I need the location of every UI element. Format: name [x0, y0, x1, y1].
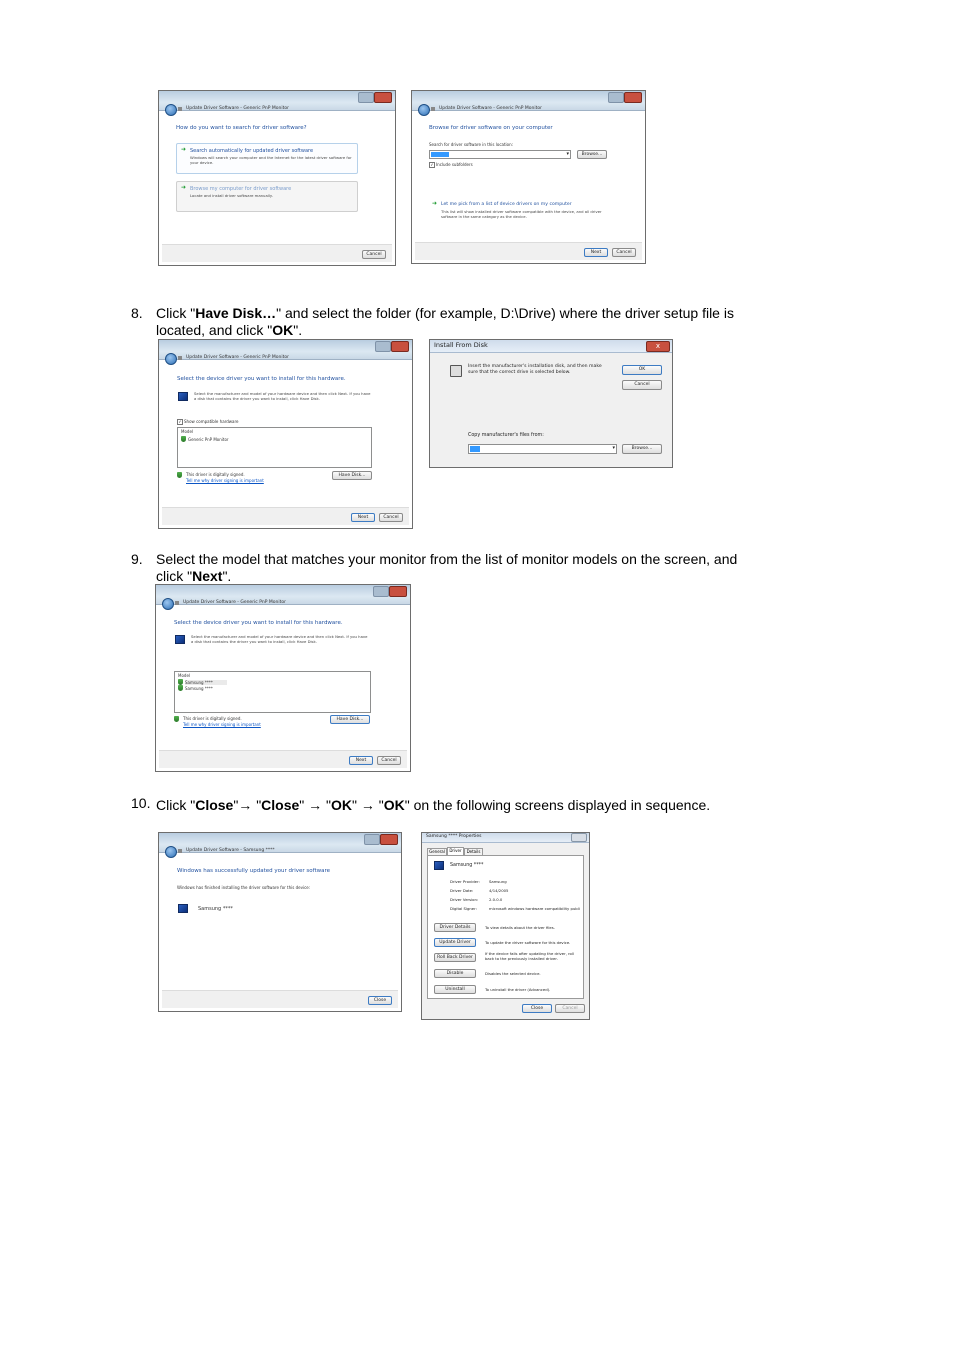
pick-from-list-description: This list will show installed driver software compatible with the device, and all driver software in the same category as the device. — [441, 209, 602, 219]
signer-value: microsoft windows hardware compatibility publi — [489, 906, 580, 911]
close-button[interactable]: Close — [368, 996, 392, 1005]
wizard-heading: How do you want to search for driver software? — [176, 125, 307, 131]
provider-label: Driver Provider: — [450, 879, 480, 884]
screenshot-update-driver-search — [158, 90, 396, 266]
dropdown-arrow-icon[interactable]: ▾ — [612, 445, 615, 451]
wizard-footer — [162, 244, 392, 262]
forward-arrow-icon — [178, 107, 182, 111]
shield-icon — [178, 685, 183, 691]
nav-title: Update Driver Software - Generic PnP Monitor — [186, 355, 289, 360]
cancel-button[interactable]: Cancel — [362, 250, 386, 259]
close-label: Close — [195, 797, 234, 813]
model-item[interactable]: Generic PnP Monitor — [188, 437, 229, 442]
provider-value: Samsung — [489, 879, 507, 884]
dialog-title-bar — [430, 340, 672, 353]
shield-icon — [177, 472, 182, 478]
option-title: Search automatically for updated driver software — [190, 148, 314, 154]
next-label: Next — [192, 568, 223, 584]
cancel-button[interactable]: Cancel — [377, 756, 401, 765]
model-list[interactable] — [177, 427, 372, 468]
monitor-icon — [175, 635, 185, 644]
search-location-label: Search for driver software in this location: — [429, 142, 513, 147]
signed-text: This driver is digitally signed. — [183, 716, 242, 721]
back-arrow-icon[interactable] — [165, 353, 177, 365]
wizard-content — [162, 116, 392, 262]
ok-label: OK — [272, 322, 294, 338]
cancel-button[interactable]: Cancel — [555, 1004, 585, 1013]
screenshot-select-device-driver — [158, 339, 413, 529]
cancel-button[interactable]: Cancel — [379, 513, 403, 522]
disk-icon — [450, 365, 462, 377]
disable-button[interactable]: Disable — [434, 969, 476, 978]
dialog-message: Insert the manufacturer's installation disk, and then make sure that the correct drive is selected below. — [468, 364, 602, 375]
monitor-icon — [178, 392, 188, 401]
driver-tab-panel — [427, 855, 584, 999]
show-compatible-label: Show compatible hardware — [184, 419, 239, 424]
device-name: Samsung **** — [450, 863, 484, 868]
back-arrow-icon[interactable] — [165, 846, 177, 858]
driver-details-button[interactable]: Driver Details — [434, 923, 476, 932]
option-title: Browse my computer for driver software — [190, 186, 292, 192]
show-compatible-checkbox[interactable]: ✓ — [178, 419, 182, 424]
roll-back-driver-button[interactable]: Roll Back Driver — [434, 953, 476, 962]
signer-label: Digital Signer: — [450, 906, 477, 911]
wizard-content — [162, 858, 398, 1008]
include-subfolders-checkbox[interactable]: ✓ — [430, 162, 434, 167]
have-disk-button[interactable]: Have Disk... — [332, 471, 372, 480]
browse-button[interactable]: Browse... — [577, 150, 607, 159]
wizard-content — [162, 365, 409, 525]
step-text — [156, 305, 741, 339]
screenshot-browse-for-driver — [411, 90, 646, 264]
step-text — [156, 797, 741, 814]
text: "→ " — [233, 797, 262, 813]
copy-files-label: Copy manufacturer's files from: — [468, 433, 544, 438]
nav-bar — [415, 102, 642, 116]
instructions-text: Select the manufacturer and model of your hardware device and then click Next. If you have a disk that contains the driver you want to install, click Have Disk. — [191, 634, 368, 644]
roll-back-driver-desc: If the device fails after updating the driver, roll back to the previously installed driver. — [485, 951, 574, 961]
next-button[interactable]: Next — [584, 248, 608, 257]
close-button[interactable]: Close — [522, 1004, 552, 1013]
nav-bar — [162, 102, 392, 116]
nav-bar — [162, 351, 409, 365]
driver-signing-link[interactable]: Tell me why driver signing is important — [183, 722, 261, 727]
finished-text: Windows has finished installing the driver software for this device: — [177, 885, 311, 890]
browse-button[interactable]: Browse... — [622, 444, 662, 454]
step-number: 10. — [131, 795, 151, 811]
screenshot-select-samsung-model — [155, 584, 411, 772]
have-disk-button[interactable]: Have Disk... — [330, 715, 370, 724]
monitor-icon — [178, 904, 188, 913]
dropdown-arrow-icon[interactable]: ▾ — [566, 151, 569, 157]
text: ". — [222, 568, 232, 584]
nav-title: Update Driver Software - Samsung **** — [186, 848, 275, 853]
dialog-title: Samsung **** Properties — [426, 834, 482, 839]
close-icon[interactable] — [571, 833, 587, 842]
ok-label: OK — [383, 797, 405, 813]
green-arrow-icon: ➜ — [181, 184, 187, 191]
close-label: Close — [261, 797, 300, 813]
date-value: 4/14/2005 — [489, 888, 509, 893]
model-item[interactable]: Samsung **** — [185, 686, 213, 691]
tab-driver[interactable]: Driver — [447, 847, 464, 856]
update-driver-button[interactable]: Update Driver — [434, 938, 476, 947]
forward-arrow-icon — [175, 601, 179, 605]
search-location-input[interactable] — [429, 150, 571, 159]
device-name: Samsung **** — [198, 906, 233, 912]
tab-details[interactable]: Details — [464, 848, 483, 856]
dialog-title: Install From Disk — [434, 341, 488, 349]
driver-signing-link[interactable]: Tell me why driver signing is important — [186, 478, 264, 483]
version-label: Driver Version: — [450, 897, 479, 902]
copy-files-input[interactable] — [468, 444, 617, 454]
option-description: Locate and install driver software manually. — [190, 193, 273, 198]
back-arrow-icon[interactable] — [165, 104, 177, 116]
close-icon[interactable]: x — [646, 341, 670, 352]
uninstall-desc: To uninstall the driver (Advanced). — [485, 987, 551, 992]
text: ". — [293, 322, 303, 338]
wizard-heading: Select the device driver you want to install for this hardware. — [174, 620, 343, 626]
search-automatically-option[interactable] — [176, 143, 358, 174]
green-arrow-icon: ➜ — [432, 200, 438, 207]
forward-arrow-icon — [178, 356, 182, 360]
nav-bar — [162, 844, 398, 858]
shield-icon — [181, 436, 186, 442]
model-header: Model — [181, 429, 194, 434]
date-label: Driver Date: — [450, 888, 474, 893]
text: Click " — [156, 305, 196, 321]
wizard-content — [159, 610, 407, 768]
pick-from-list-link[interactable]: Let me pick from a list of device drivers on my computer — [441, 202, 572, 207]
nav-title: Update Driver Software - Generic PnP Monitor — [186, 106, 289, 111]
model-list[interactable] — [174, 671, 371, 713]
screenshot-driver-updated — [158, 832, 402, 1012]
step-text — [156, 551, 741, 585]
nav-title: Update Driver Software - Generic PnP Monitor — [183, 600, 286, 605]
wizard-footer — [415, 242, 642, 260]
dialog-title-bar — [422, 833, 589, 843]
wizard-heading: Windows has successfully updated your driver software — [177, 868, 331, 874]
forward-arrow-icon — [178, 849, 182, 853]
update-driver-desc: To update the driver software for this device. — [485, 940, 571, 945]
version-value: 2.0.0.0 — [489, 897, 503, 902]
ok-label: OK — [331, 797, 353, 813]
disable-desc: Disables the selected device. — [485, 971, 541, 976]
have-disk-label: Have Disk… — [195, 305, 277, 321]
text: Select the model that matches your monitor from the list of monitor models on the screen, and click " — [156, 551, 738, 584]
forward-arrow-icon — [431, 107, 435, 111]
next-button[interactable]: Next — [351, 513, 375, 522]
model-item[interactable]: Samsung **** — [185, 680, 227, 685]
option-description: Windows will search your computer and the Internet for the latest driver software for your device. — [190, 155, 352, 165]
wizard-footer — [159, 750, 407, 768]
screenshot-install-from-disk — [429, 339, 673, 468]
next-button[interactable]: Next — [349, 756, 373, 765]
cancel-button[interactable]: Cancel — [612, 248, 636, 257]
text: Click " — [156, 797, 196, 813]
include-subfolders-label: Include subfolders — [436, 162, 473, 167]
shield-icon — [174, 716, 179, 722]
green-arrow-icon: ➜ — [181, 146, 187, 153]
wizard-heading: Select the device driver you want to install for this hardware. — [177, 376, 346, 382]
wizard-heading: Browse for driver software on your computer — [429, 125, 553, 131]
driver-details-desc: To view details about the driver files. — [485, 925, 555, 930]
browse-computer-option[interactable] — [176, 181, 358, 212]
instructions-text: Select the manufacturer and model of your hardware device and then click Next. If you have a disk that contains the driver you want to install, click Have Disk. — [194, 391, 371, 401]
text: " on the following screens displayed in sequence. — [404, 797, 711, 813]
back-arrow-icon[interactable] — [418, 104, 430, 116]
model-header: Model — [178, 673, 191, 678]
tab-general[interactable]: General — [427, 848, 447, 856]
nav-bar — [159, 596, 407, 610]
text: " → " — [352, 797, 384, 813]
monitor-icon — [434, 861, 444, 870]
wizard-content — [415, 116, 642, 260]
nav-title: Update Driver Software - Generic PnP Monitor — [439, 106, 542, 111]
signed-text: This driver is digitally signed. — [186, 472, 245, 477]
cancel-button[interactable]: Cancel — [622, 380, 662, 390]
ok-button[interactable]: OK — [622, 365, 662, 375]
back-arrow-icon[interactable] — [162, 598, 174, 610]
step-number: 8. — [131, 305, 143, 321]
wizard-footer — [162, 990, 398, 1008]
text: " and select the folder (for example, D:\Drive) where the driver setup file is located, and click " — [156, 305, 734, 338]
step-number: 9. — [131, 551, 143, 567]
screenshot-device-properties — [421, 832, 590, 1020]
text: " → " — [299, 797, 332, 813]
uninstall-button[interactable]: Uninstall — [434, 985, 476, 994]
wizard-footer — [162, 507, 409, 525]
